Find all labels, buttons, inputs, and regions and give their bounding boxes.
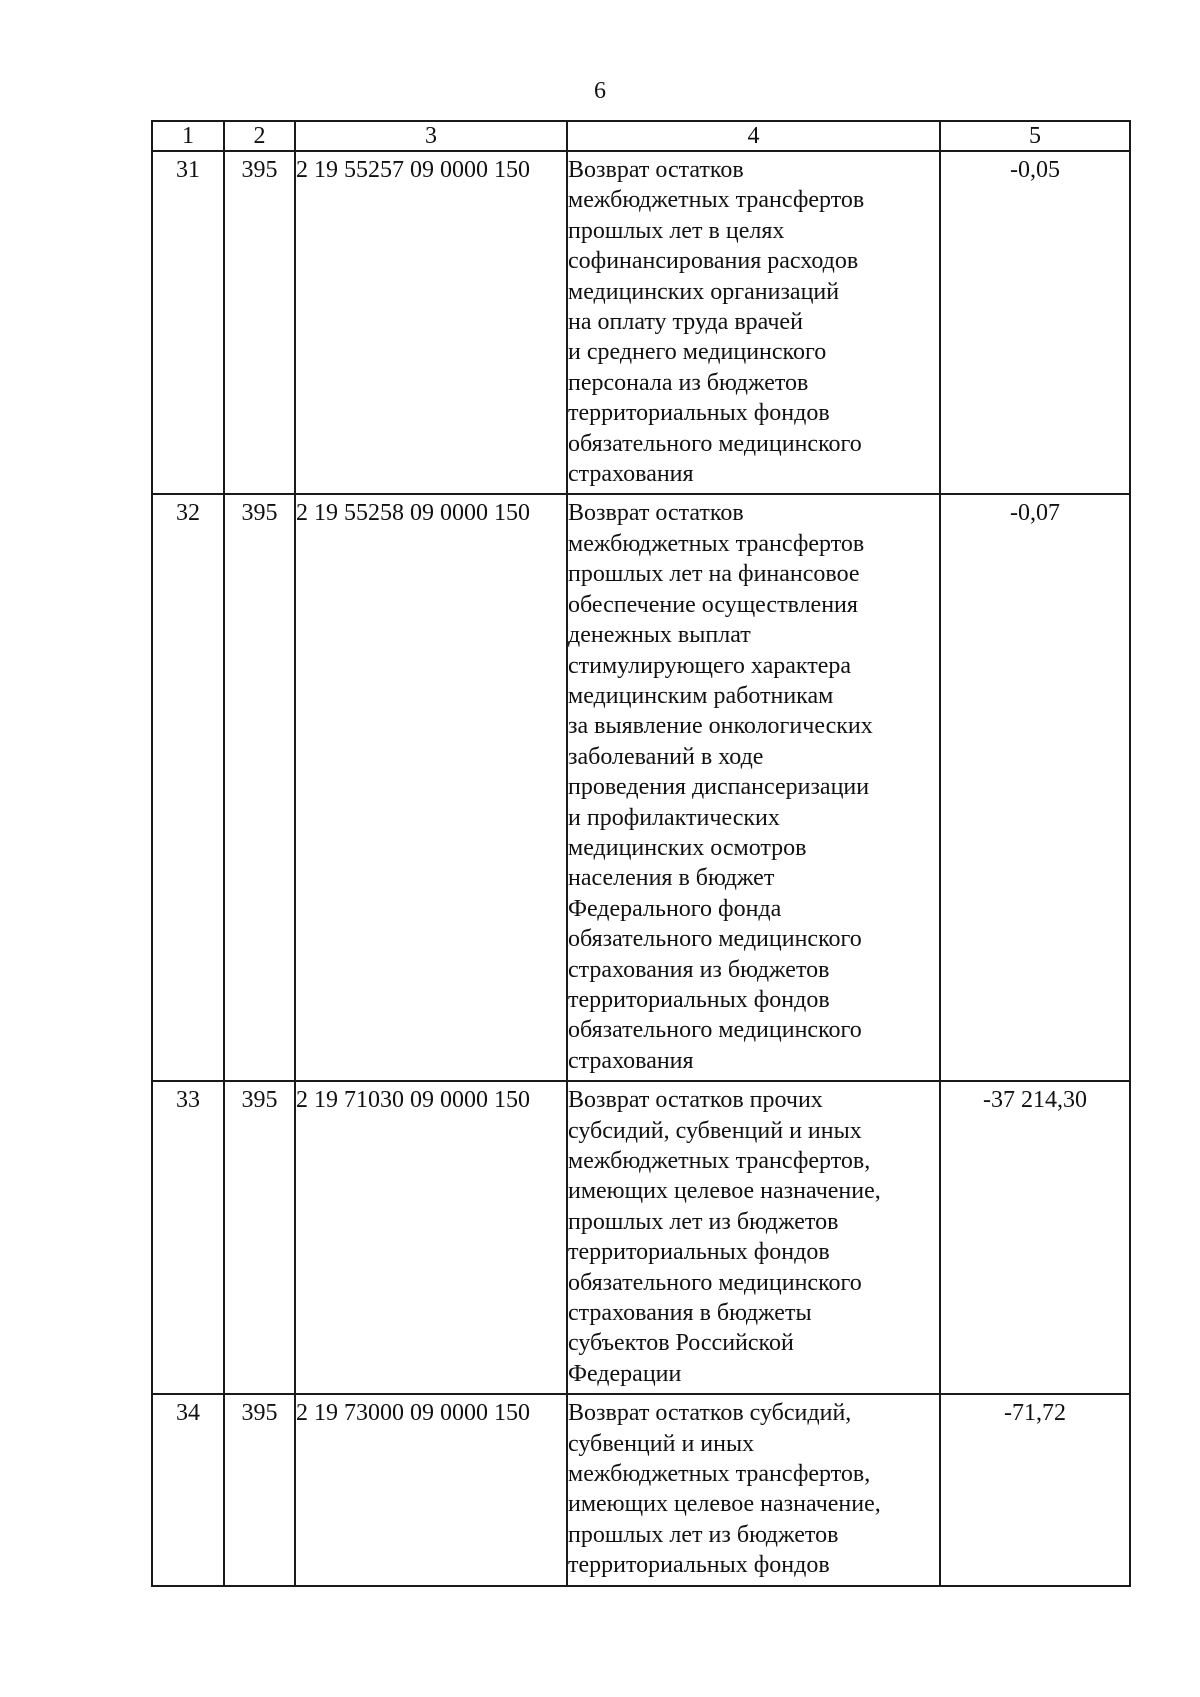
column-header-3: 3 <box>295 121 567 151</box>
table-row <box>152 1081 1130 1394</box>
table-body <box>152 151 1130 1586</box>
description-line: заболеваний в ходе <box>568 743 764 770</box>
description-line: территориальных фондов <box>568 1552 830 1579</box>
column-header-5: 5 <box>940 121 1130 151</box>
column-header-4: 4 <box>567 121 940 151</box>
admin-code: 395 <box>224 1394 295 1585</box>
description-line: территориальных фондов <box>568 986 830 1013</box>
description-line: обязательного медицинского <box>568 430 862 457</box>
budget-classification-code: 2 19 73000 09 0000 150 <box>295 1394 567 1585</box>
description-line: обязательного медицинского <box>568 1269 862 1296</box>
description-line: Федерального фонда <box>568 895 782 922</box>
column-header-2: 2 <box>224 121 295 151</box>
description-line: медицинским работникам <box>568 682 834 709</box>
description-line: имеющих целевое назначение, <box>568 1491 881 1518</box>
description <box>567 151 940 494</box>
description-line: прошлых лет на финансовое <box>568 561 860 588</box>
description-line: межбюджетных трансфертов <box>568 530 865 557</box>
page-number: 6 <box>594 78 606 104</box>
row-number: 33 <box>152 1081 224 1394</box>
description-line: территориальных фондов <box>568 400 830 427</box>
description-line: прошлых лет в целях <box>568 217 785 244</box>
description-line: на оплату труда врачей <box>568 309 803 336</box>
description-line: субсидий, субвенций и иных <box>568 1117 862 1144</box>
admin-code: 395 <box>224 1081 295 1394</box>
row-number: 32 <box>152 494 224 1081</box>
description-line: территориальных фондов <box>568 1239 830 1266</box>
description-line: и среднего медицинского <box>568 339 827 366</box>
budget-table <box>151 120 1131 1587</box>
description-line: обязательного медицинского <box>568 1017 862 1044</box>
description-line: софинансирования расходов <box>568 248 859 275</box>
row-number: 31 <box>152 151 224 494</box>
description-line: Возврат остатков <box>568 157 744 183</box>
column-header-1: 1 <box>152 121 224 151</box>
description-line: и профилактических <box>568 804 780 831</box>
description-line: страхования <box>568 461 694 488</box>
description-line: межбюджетных трансфертов <box>568 187 865 214</box>
description <box>567 1394 940 1585</box>
admin-code: 395 <box>224 494 295 1081</box>
amount: -71,72 <box>940 1394 1130 1585</box>
description-line: обеспечение осуществления <box>568 591 858 618</box>
description-line: прошлых лет из бюджетов <box>568 1521 839 1548</box>
table-row <box>152 1394 1130 1585</box>
table-row <box>152 151 1130 494</box>
description-line: субъектов Российской <box>568 1330 794 1357</box>
description-line: страхования из бюджетов <box>568 956 830 983</box>
description <box>567 494 940 1081</box>
description-line: денежных выплат <box>568 622 751 649</box>
description-line: населения в бюджет <box>568 865 775 892</box>
table-row <box>152 494 1130 1081</box>
admin-code: 395 <box>224 151 295 494</box>
description-line: Возврат остатков прочих <box>568 1087 823 1114</box>
description-line: субвенций и иных <box>568 1430 755 1457</box>
budget-classification-code: 2 19 71030 09 0000 150 <box>295 1081 567 1394</box>
table-header <box>152 121 1130 151</box>
description-line: имеющих целевое назначение, <box>568 1178 881 1205</box>
header-row <box>152 121 1130 151</box>
description-line: межбюджетных трансфертов, <box>568 1148 871 1174</box>
description-line: страхования в бюджеты <box>568 1300 812 1327</box>
description-line: персонала из бюджетов <box>568 369 809 396</box>
budget-classification-code: 2 19 55258 09 0000 150 <box>295 494 567 1081</box>
description-line: медицинских организаций <box>568 278 840 305</box>
row-number: 34 <box>152 1394 224 1585</box>
description-line: медицинских осмотров <box>568 834 807 861</box>
description-line: Федерации <box>568 1360 682 1387</box>
description-line: стимулирующего характера <box>568 652 852 679</box>
amount: -0,07 <box>940 494 1130 1081</box>
description <box>567 1081 940 1394</box>
description-line: страхования <box>568 1047 694 1074</box>
description-line: прошлых лет из бюджетов <box>568 1208 839 1235</box>
description-line: Возврат остатков субсидий, <box>568 1400 852 1427</box>
description-line: обязательного медицинского <box>568 926 862 953</box>
description-line: Возврат остатков <box>568 500 744 527</box>
description-line: проведения диспансеризации <box>568 774 870 801</box>
amount: -0,05 <box>940 151 1130 494</box>
description-line: за выявление онкологических <box>568 713 873 740</box>
budget-classification-code: 2 19 55257 09 0000 150 <box>295 151 567 494</box>
amount: -37 214,30 <box>940 1081 1130 1394</box>
description-line: межбюджетных трансфертов, <box>568 1461 871 1488</box>
